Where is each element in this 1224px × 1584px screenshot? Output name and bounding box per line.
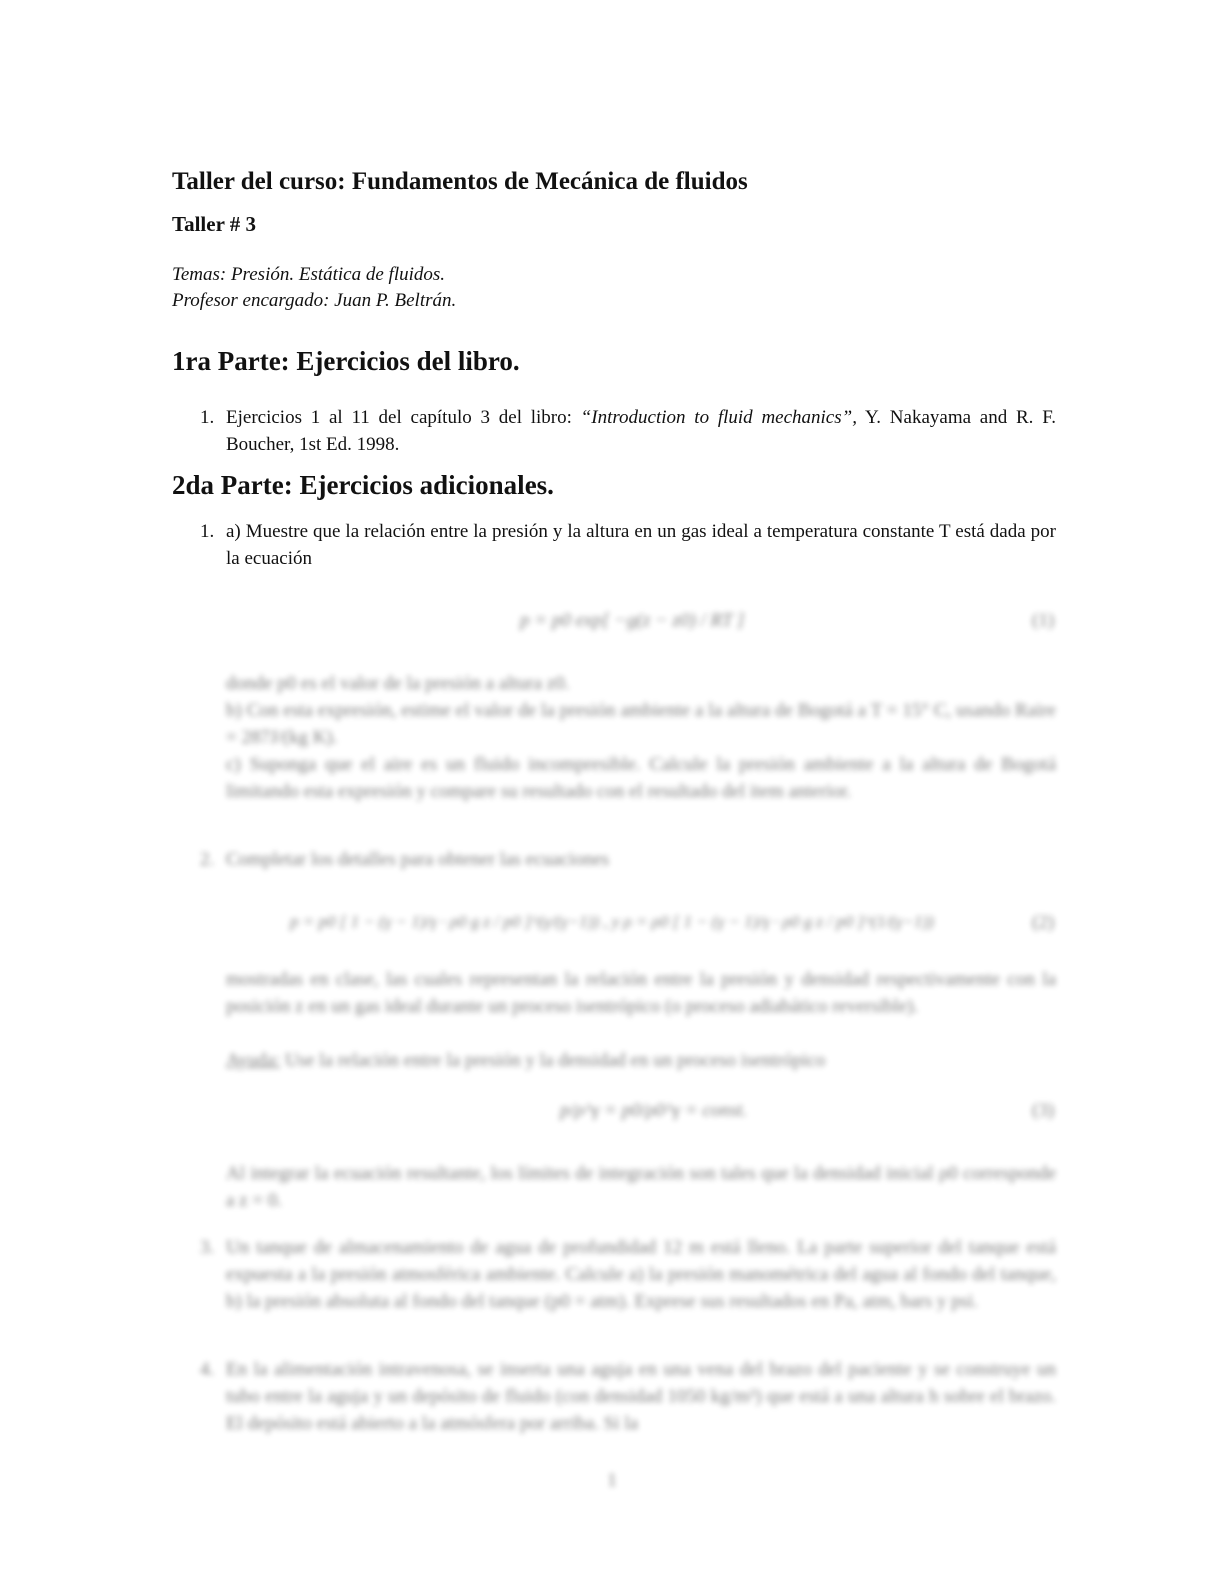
item-number: 3. xyxy=(200,1237,215,1258)
item-text: Ejercicios 1 al 11 del capítulo 3 del libro: xyxy=(226,407,581,428)
section-heading-part1: 1ra Parte: Ejercicios del libro. xyxy=(172,346,520,376)
document-subtitle: Taller # 3 xyxy=(172,212,257,236)
document-title: Taller del curso: Fundamentos de Mecánica de fluidos xyxy=(172,168,748,195)
topics: Temas: Presión. Estática de fluidos. xyxy=(172,264,446,285)
equation-1: p = p0 exp[ −g(z − z0) / RT ] xyxy=(520,610,745,631)
section-heading-part2: 2da Parte: Ejercicios adicionales. xyxy=(172,470,554,500)
list-item xyxy=(200,518,1056,572)
list-item xyxy=(200,1234,1056,1315)
paragraph: Al integrar la ecuación resultante, los límites de integración son tales que la densidad inicial ρ0 corresponde a z = 0. xyxy=(226,1163,1056,1211)
paragraph-text: b) Con esta expresión, estime el valor de la presión ambiente a la altura de Bogotá a T = 15° C, usando Raire = 287J/(kg K). xyxy=(226,700,1056,748)
equation-3: p/ρ^γ = p0/ρ0^γ = const. xyxy=(560,1100,748,1121)
paragraph xyxy=(226,670,1056,805)
page-number: 1 xyxy=(607,1470,617,1491)
equation-number: (1) xyxy=(1032,610,1055,631)
item-number: 1. xyxy=(200,521,215,542)
list-item xyxy=(200,846,1056,873)
item-text: Y. Nakayama and R. F. Boucher, 1st Ed. 1998. xyxy=(226,407,1056,455)
paragraph-text: Use la relación entre la presión y la densidad en un proceso isentrópico xyxy=(280,1050,826,1071)
equation-number: (2) xyxy=(1032,912,1055,933)
item-text: Un tanque de almacenamiento de agua de profundidad 12 m está lleno. La parte superior del tanque está expuesta a la presión atmosférica ambiente. Calcule a) la presión manométrica del agua al fondo del tanque, b) la presión absoluta al fondo del tanque (p0 = atm). Exprese sus resultados en Pa, atm, bars y psi. xyxy=(226,1237,1056,1312)
professor: Profesor encargado: Juan P. Beltrán. xyxy=(172,290,457,311)
paragraph xyxy=(226,1047,1056,1074)
item-text: Completar los detalles para obtener las ecuaciones xyxy=(226,849,610,870)
paragraph-text: donde p0 es el valor de la presión a altura z0. xyxy=(226,673,570,694)
list-item xyxy=(200,404,1056,458)
equation-2: p = p0 [ 1 − (γ − 1)/γ · ρ0 g z / p0 ]^(γ/(γ−1)) , y ρ = ρ0 [ 1 − (γ − 1)/γ · ρ0 g z / p0 ]^(1/(γ−1)) xyxy=(290,912,934,931)
item-number: 2. xyxy=(200,849,215,870)
item-text: a) Muestre que la relación entre la presión y la altura en un gas ideal a temperatura constante T está dada por la ecuación xyxy=(226,521,1056,569)
item-number: 1. xyxy=(200,407,215,428)
item-number: 4. xyxy=(200,1359,215,1380)
equation-number: (3) xyxy=(1032,1100,1055,1121)
paragraph: mostradas en clase, las cuales representan la relación entre la presión y densidad respectivamente con la posición z en un gas ideal durante un proceso isentrópico (o proceso adiabático reversible). xyxy=(226,969,1056,1017)
list-item xyxy=(200,1356,1056,1437)
help-label: Ayuda: xyxy=(226,1050,281,1071)
book-title: “Introduction to fluid mechanics”, xyxy=(580,407,857,428)
document-meta xyxy=(172,262,456,314)
item-text: En la alimentación intravenosa, se inserta una aguja en una vena del brazo del paciente y se construye un tubo entre la aguja y un depósito de fluido (con densidad 1050 kg/m³) que está a una altura h sobre el brazo. El depósito está abierto a la atmósfera por arriba. Si la xyxy=(226,1359,1056,1434)
paragraph-text: c) Suponga que el aire es un fluido incompresible. Calcule la presión ambiente a la altura de Bogotá limitando esta expresión y compare su resultado con el resultado del item anterior. xyxy=(226,754,1056,802)
